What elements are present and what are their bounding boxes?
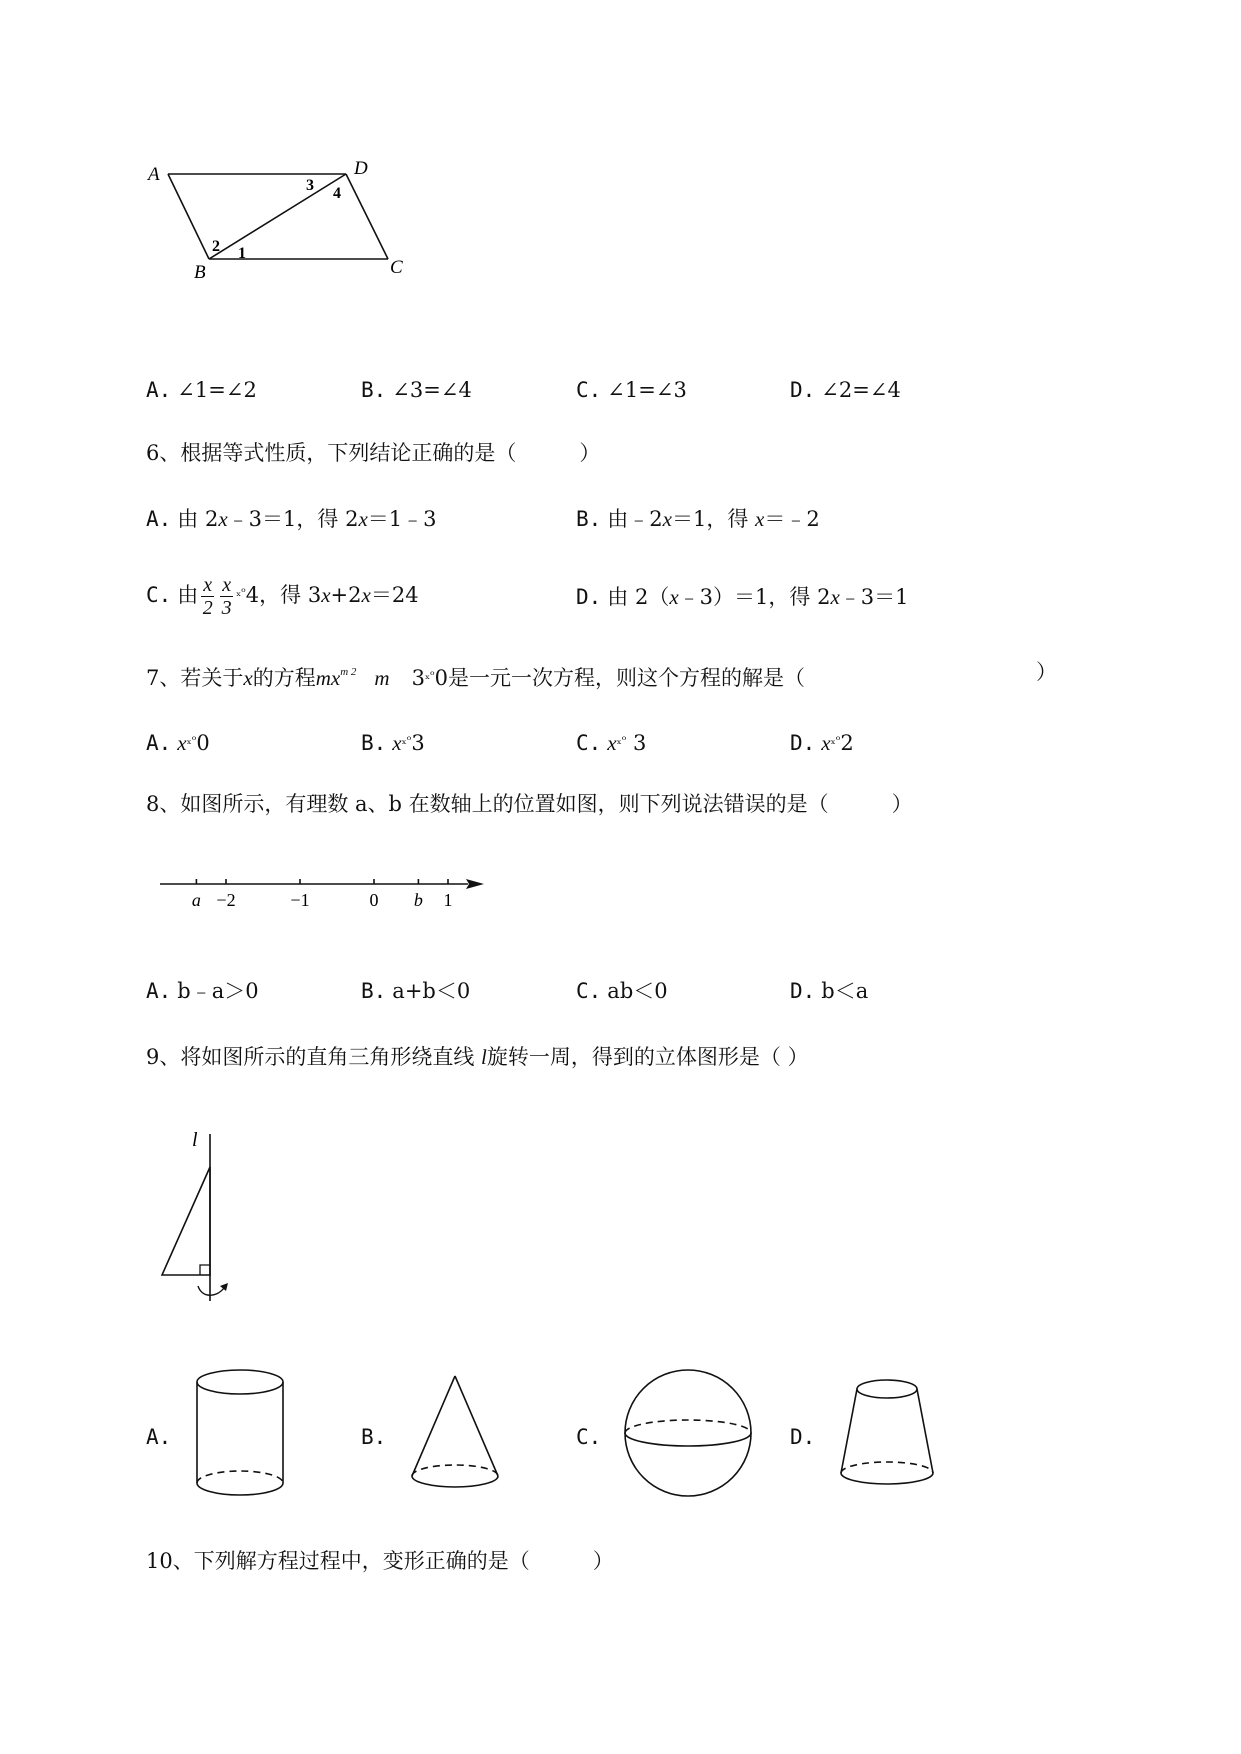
option-text: ＝1，得 (672, 507, 756, 531)
q5-option-a[interactable] (146, 376, 257, 404)
var-x: x (607, 731, 617, 755)
var-x: x (361, 583, 371, 607)
angle-label-1: 1 (238, 245, 246, 262)
q7-stem-close: ） (1036, 660, 1057, 684)
vertex-D: D (354, 160, 368, 179)
option-text: 由 (177, 583, 199, 607)
option-value: 0 (196, 731, 210, 755)
q9-stem (146, 1043, 809, 1071)
equation-mx: mx (315, 666, 341, 690)
option-label: D. (790, 731, 816, 755)
var-x: x (755, 507, 765, 531)
option-label: C. (576, 1425, 602, 1449)
q9-stem-text: 旋转一周，得到的立体图形是（ ） (486, 1045, 809, 1069)
fraction-x-over-2: $\frac{x}{2}$ (202, 574, 213, 619)
number-line-figure (150, 868, 500, 928)
var-x: x (392, 731, 402, 755)
garbled-glyph: ₓᵒ (186, 733, 197, 747)
q8-option-b[interactable] (361, 977, 470, 1005)
frustum-icon (835, 1376, 939, 1494)
var-x: x (669, 585, 679, 609)
equation-0: 0 (434, 666, 449, 690)
option-value: 3 (411, 731, 425, 755)
q7-option-c[interactable] (576, 726, 646, 757)
option-label: A. (146, 507, 172, 531)
q7-option-b[interactable] (361, 726, 425, 757)
q8-option-a[interactable] (146, 977, 259, 1005)
option-text: a+b＜0 (392, 979, 471, 1003)
equation-exponent: m 2 (340, 666, 357, 678)
option-text: +2 (330, 583, 362, 607)
option-text: 由 2 (177, 507, 219, 531)
option-label: A. (146, 979, 172, 1003)
option-label: C. (146, 583, 172, 607)
q9-option-c[interactable] (576, 1423, 607, 1451)
option-label: D. (790, 378, 816, 402)
number-line-tick-label: −1 (290, 890, 310, 910)
q9-option-b[interactable] (361, 1423, 392, 1451)
q9-option-a[interactable] (146, 1423, 177, 1451)
q5-option-c[interactable] (576, 376, 687, 404)
vertex-C: C (390, 257, 403, 278)
option-label: B. (361, 378, 387, 402)
option-text: 由 2（ (607, 585, 670, 609)
vertex-B: B (194, 262, 206, 283)
option-text: 4，得 3 (245, 583, 322, 607)
q7-stem-text: 7、若关于 (146, 666, 244, 690)
q10-stem: 10、下列解方程过程中，变形正确的是（ ） (146, 1549, 614, 1573)
q6-option-b[interactable] (576, 505, 820, 533)
q6-option-d[interactable] (576, 583, 909, 611)
q5-option-b[interactable] (361, 376, 472, 404)
q8-option-d[interactable] (790, 977, 868, 1005)
option-value: 3 (626, 731, 647, 755)
q9-option-d[interactable] (790, 1423, 821, 1451)
option-text: ∠1=∠2 (177, 378, 257, 402)
angle-label-4: 4 (333, 185, 341, 202)
number-line-tick-label: 0 (369, 890, 379, 910)
option-label: C. (576, 731, 602, 755)
q7-option-d[interactable] (790, 726, 854, 757)
fraction-x-over-3: $\frac{x}{3}$ (221, 574, 232, 619)
option-text: 由﹣2 (607, 507, 663, 531)
q6-stem: 6、根据等式性质，下列结论正确的是（ ） (146, 441, 601, 465)
equation-m: m (374, 666, 390, 690)
option-text: ﹣3）＝1，得 2 (678, 585, 831, 609)
var-x: x (821, 731, 831, 755)
parallelogram-figure (140, 160, 440, 290)
option-label: D. (790, 979, 816, 1003)
option-label: B. (576, 507, 602, 531)
var-x: x (662, 507, 672, 531)
option-text: ∠1=∠3 (607, 378, 687, 402)
option-text: ab＜0 (607, 979, 668, 1003)
q7-stem-text: 的方程 (252, 666, 316, 690)
angle-label-3: 3 (306, 177, 314, 194)
var-x: x (830, 585, 840, 609)
option-text: b﹣a＞0 (177, 979, 259, 1003)
option-text: ﹣3＝1 (839, 585, 909, 609)
option-label: B. (361, 979, 387, 1003)
option-text: ﹣3＝1，得 2 (227, 507, 359, 531)
option-label: B. (361, 1425, 387, 1449)
number-line-arrow (466, 879, 484, 889)
option-text: ∠2=∠4 (821, 378, 901, 402)
vertex-A: A (148, 164, 160, 185)
var-l: l (481, 1045, 487, 1069)
q7-stem-text: 是一元一次方程，则这个方程的解是（ (448, 666, 806, 690)
var-x: x (321, 583, 331, 607)
var-x: x (243, 666, 253, 690)
option-text: b＜a (821, 979, 869, 1003)
option-label: A. (146, 378, 172, 402)
option-label: D. (576, 585, 602, 609)
rotation-triangle-figure (150, 1128, 240, 1308)
option-label: B. (361, 731, 387, 755)
cone-icon (405, 1372, 505, 1494)
option-label: A. (146, 731, 172, 755)
garbled-glyph: ₓᵒ (236, 585, 246, 599)
option-label: C. (576, 378, 602, 402)
var-x: x (358, 507, 368, 531)
var-x: x (218, 507, 228, 531)
number-line-tick-label: 1 (443, 890, 453, 910)
garbled-glyph: ₓᵒ (616, 733, 627, 747)
q8-option-c[interactable] (576, 977, 668, 1005)
garbled-glyph: ₓᵒ (830, 733, 841, 747)
number-line-tick-label: a (191, 890, 201, 910)
garbled-glyph: ₓᵒ (401, 733, 412, 747)
equation-3: 3 (411, 666, 425, 690)
angle-label-2: 2 (212, 238, 220, 255)
q5-option-d[interactable] (790, 376, 901, 404)
q9-stem-text: 9、将如图所示的直角三角形绕直线 (146, 1045, 482, 1069)
number-line-tick-label: b (413, 890, 423, 910)
option-text: ＝24 (370, 583, 419, 607)
q7-stem (146, 658, 805, 692)
option-label: A. (146, 1425, 172, 1449)
q7-option-a[interactable] (146, 726, 210, 757)
option-text: ＝1﹣3 (367, 507, 437, 531)
var-x: x (177, 731, 187, 755)
option-text: ∠3=∠4 (392, 378, 472, 402)
number-line-tick-label: −2 (216, 890, 236, 910)
option-value: 2 (840, 731, 854, 755)
option-label: C. (576, 979, 602, 1003)
garbled-glyph: ₓᵒ (424, 668, 435, 682)
q6-option-c[interactable] (146, 570, 419, 619)
sphere-icon (620, 1365, 756, 1501)
q8-stem: 8、如图所示，有理数 a、b 在数轴上的位置如图，则下列说法错误的是（ ） (146, 792, 913, 816)
q6-option-a[interactable] (146, 505, 437, 533)
option-text: ＝﹣2 (764, 507, 820, 531)
option-label: D. (790, 1425, 816, 1449)
cylinder-icon (190, 1368, 290, 1498)
axis-label-l: l (192, 1129, 198, 1151)
